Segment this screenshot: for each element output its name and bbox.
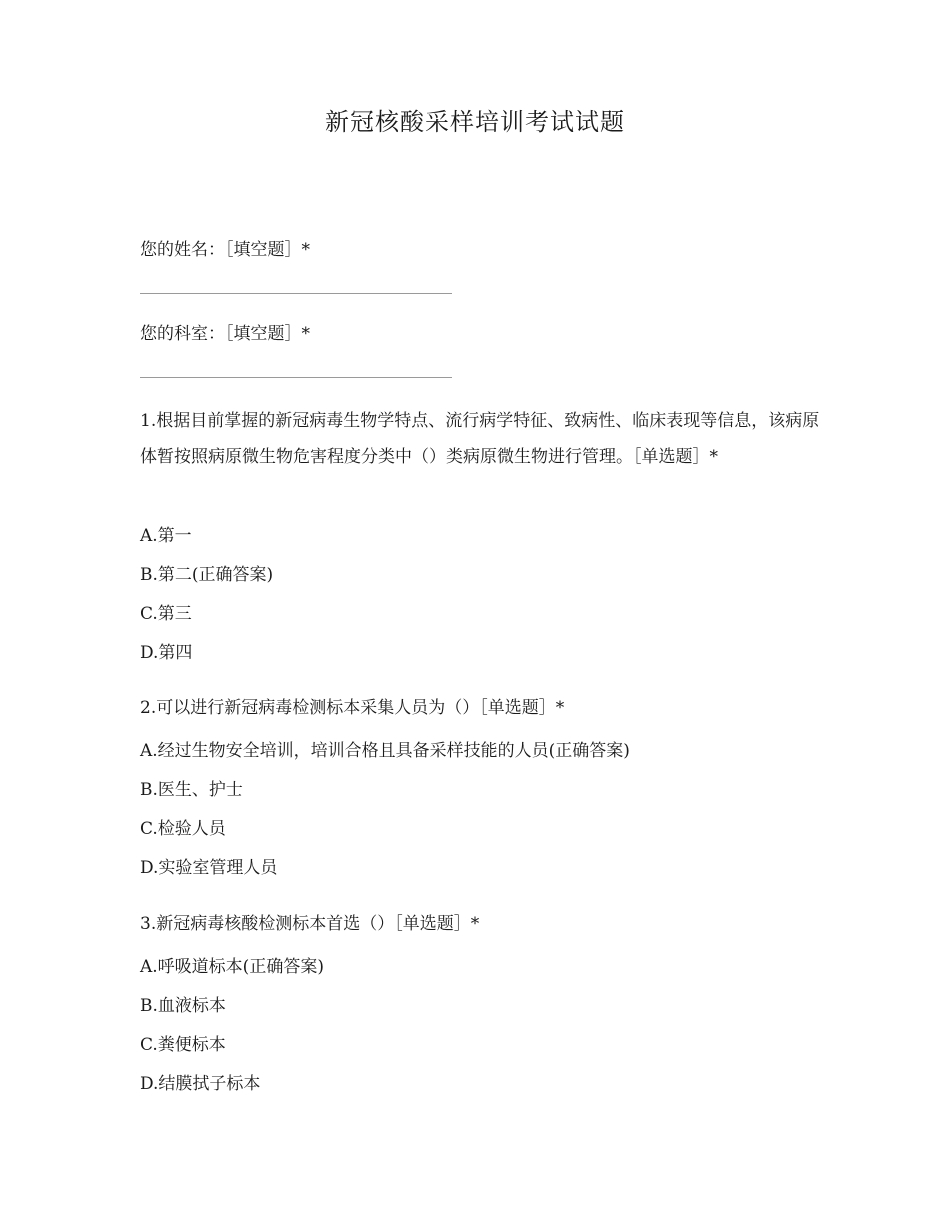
question-3-option-d[interactable]: D.结膜拭子标本 [140,1074,261,1094]
question-2-option-a[interactable]: A.经过生物安全培训，培训合格且具备采样技能的人员(正确答案) [140,741,630,761]
question-2-stem: 2.可以进行新冠病毒检测标本采集人员为（）［单选题］* [140,698,565,718]
department-field-label: 您的科室：［填空题］* [140,324,310,344]
question-3-stem: 3.新冠病毒核酸检测标本首选（）［单选题］* [140,914,480,934]
question-1-option-b[interactable]: B.第二(正确答案) [140,565,274,585]
name-field-label: 您的姓名：［填空题］* [140,240,310,260]
question-2-option-b[interactable]: B.医生、护士 [140,780,243,800]
name-answer-line[interactable] [140,293,452,294]
question-3-option-c[interactable]: C.粪便标本 [140,1035,226,1055]
question-3-option-b[interactable]: B.血液标本 [140,996,226,1016]
question-2-option-d[interactable]: D.实验室管理人员 [140,858,278,878]
question-2-option-c[interactable]: C.检验人员 [140,819,226,839]
question-1-option-a[interactable]: A.第一 [140,526,192,546]
question-1-stem: 1.根据目前掌握的新冠病毒生物学特点、流行病学特征、致病性、临床表现等信息，该病原体暂按照病原微生物危害程度分类中（）类病原微生物进行管理。［单选题］* [140,411,820,467]
department-answer-line[interactable] [140,377,452,378]
question-1-option-c[interactable]: C.第三 [140,604,192,624]
question-3-option-a[interactable]: A.呼吸道标本(正确答案) [140,957,324,977]
page-title: 新冠核酸采样培训考试试题 [325,108,625,136]
question-1-option-d[interactable]: D.第四 [140,643,193,663]
